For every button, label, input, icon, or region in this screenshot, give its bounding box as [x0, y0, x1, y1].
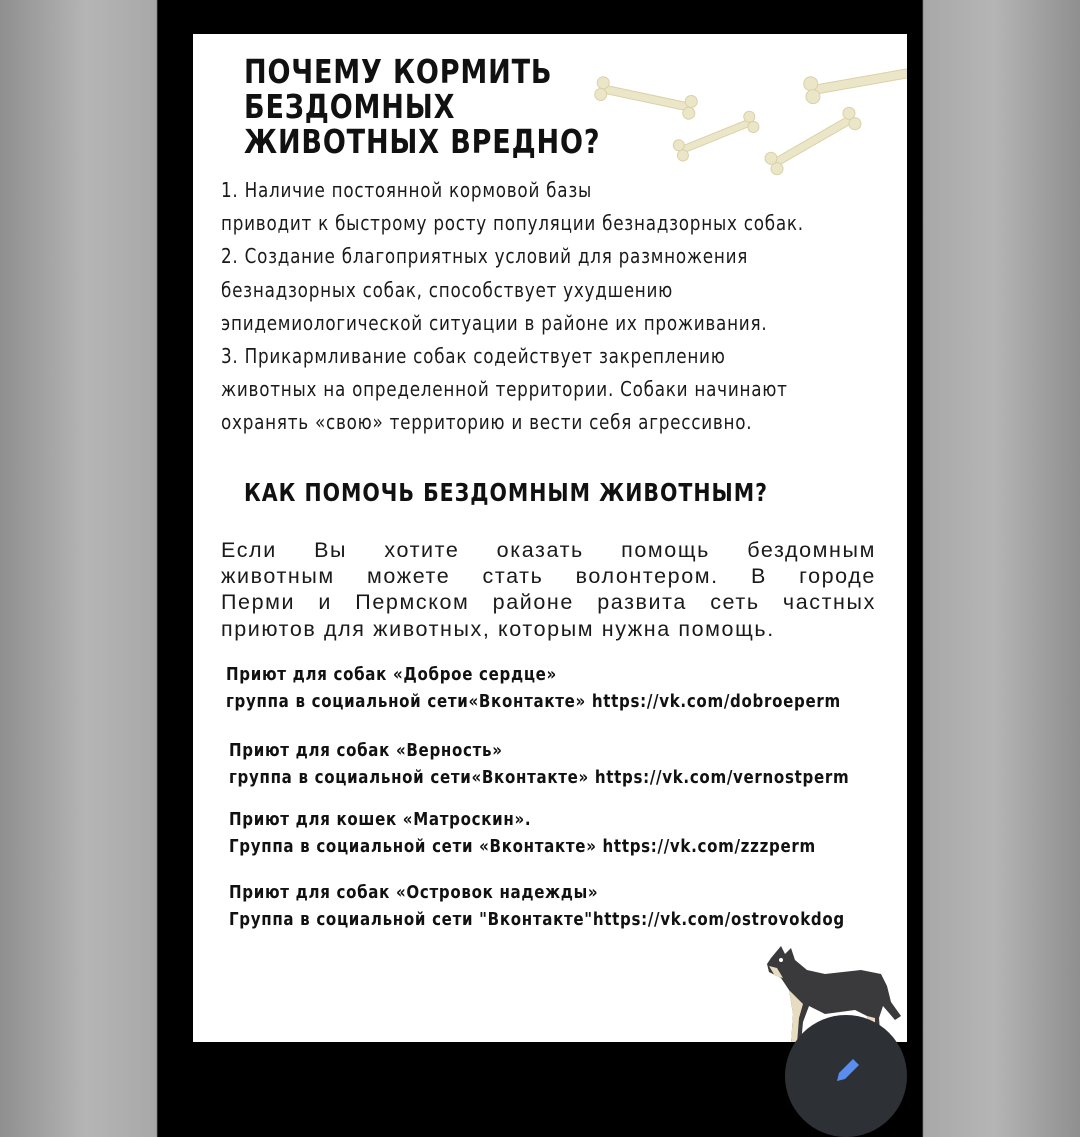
shelter-link[interactable]: группа в социальной сети«Вконтакте» https://vk.com/dobroeperm — [226, 692, 841, 712]
bone-illustration — [668, 109, 763, 164]
reasons-list — [221, 174, 885, 440]
help-word: Если — [221, 538, 277, 562]
help-word: Пермском — [355, 590, 470, 615]
help-word: стать — [482, 564, 544, 589]
reasons-line: 2. Создание благоприятных условий для размножения — [221, 244, 749, 269]
reasons-line: 3. Прикармливание собак содействует закреплению — [221, 344, 726, 369]
help-word: Вы — [314, 538, 348, 562]
help-word: и — [318, 590, 333, 615]
shelter-block — [229, 880, 845, 934]
bone-illustration — [801, 56, 907, 106]
edit-fab-button[interactable] — [785, 1015, 907, 1137]
help-heading: КАК ПОМОЧЬ БЕЗДОМНЫМ ЖИВОТНЫМ? — [244, 478, 768, 507]
help-word: животным — [221, 564, 335, 589]
help-word: оказать — [496, 538, 584, 562]
shelter-name: Приют для собак «Верность» — [229, 741, 503, 761]
help-word: В — [750, 564, 767, 589]
shelter-block — [229, 807, 816, 861]
title-line: БЕЗДОМНЫХ — [244, 87, 456, 126]
reasons-line: безнадзорных собак, способствует ухудшению — [221, 277, 674, 302]
help-word: Перми — [221, 590, 296, 615]
reasons-line: приводит к быстрому росту популяции безнадзорных собак. — [221, 211, 804, 236]
document-page — [193, 34, 907, 1042]
help-word: можете — [367, 564, 451, 589]
help-word: сеть — [710, 590, 760, 615]
shelter-link[interactable]: группа в социальной сети«Вконтакте» https://vk.com/vernostperm — [229, 768, 850, 788]
shelter-name: Приют для собак «Доброе сердце» — [226, 665, 557, 685]
reasons-line: 1. Наличие постоянной кормовой базы — [221, 178, 593, 202]
help-word: частных — [782, 590, 876, 615]
pencil-icon — [833, 1055, 863, 1085]
help-word: волонтером. — [575, 564, 719, 589]
help-line — [221, 616, 876, 642]
shelter-block — [226, 662, 841, 716]
help-word: районе — [492, 590, 574, 615]
bone-illustration — [758, 106, 868, 176]
title-line: ПОЧЕМУ КОРМИТЬ — [244, 52, 553, 91]
help-word: приютов для животных, которым нужна помощь. — [221, 616, 775, 641]
shelter-link[interactable]: Группа в социальной сети «Вконтакте» https://vk.com/zzzperm — [229, 837, 816, 857]
shelter-block — [229, 738, 849, 792]
title-line: ЖИВОТНЫХ ВРЕДНО? — [244, 122, 601, 161]
shelter-name: Приют для собак «Островок надежды» — [229, 883, 599, 903]
help-paragraph — [221, 537, 876, 642]
help-word: бездомным — [747, 538, 876, 562]
reasons-line: животных на определенной территории. Собаки начинают — [221, 377, 788, 402]
shelter-name: Приют для кошек «Матроскин». — [229, 810, 532, 830]
help-word: развита — [597, 590, 687, 615]
help-word: помощь — [621, 538, 710, 562]
help-line — [221, 589, 876, 615]
help-word: городе — [799, 564, 876, 589]
reasons-line: эпидемиологической ситуации в районе их проживания. — [221, 310, 768, 335]
help-line — [221, 537, 876, 563]
help-word: хотите — [384, 538, 460, 562]
shelter-link[interactable]: Группа в социальной сети "Вконтакте"https://vk.com/ostrovokdog — [229, 910, 845, 930]
help-line — [221, 563, 876, 589]
reasons-line: охранять «свою» территорию и вести себя агрессивно. — [221, 410, 753, 435]
